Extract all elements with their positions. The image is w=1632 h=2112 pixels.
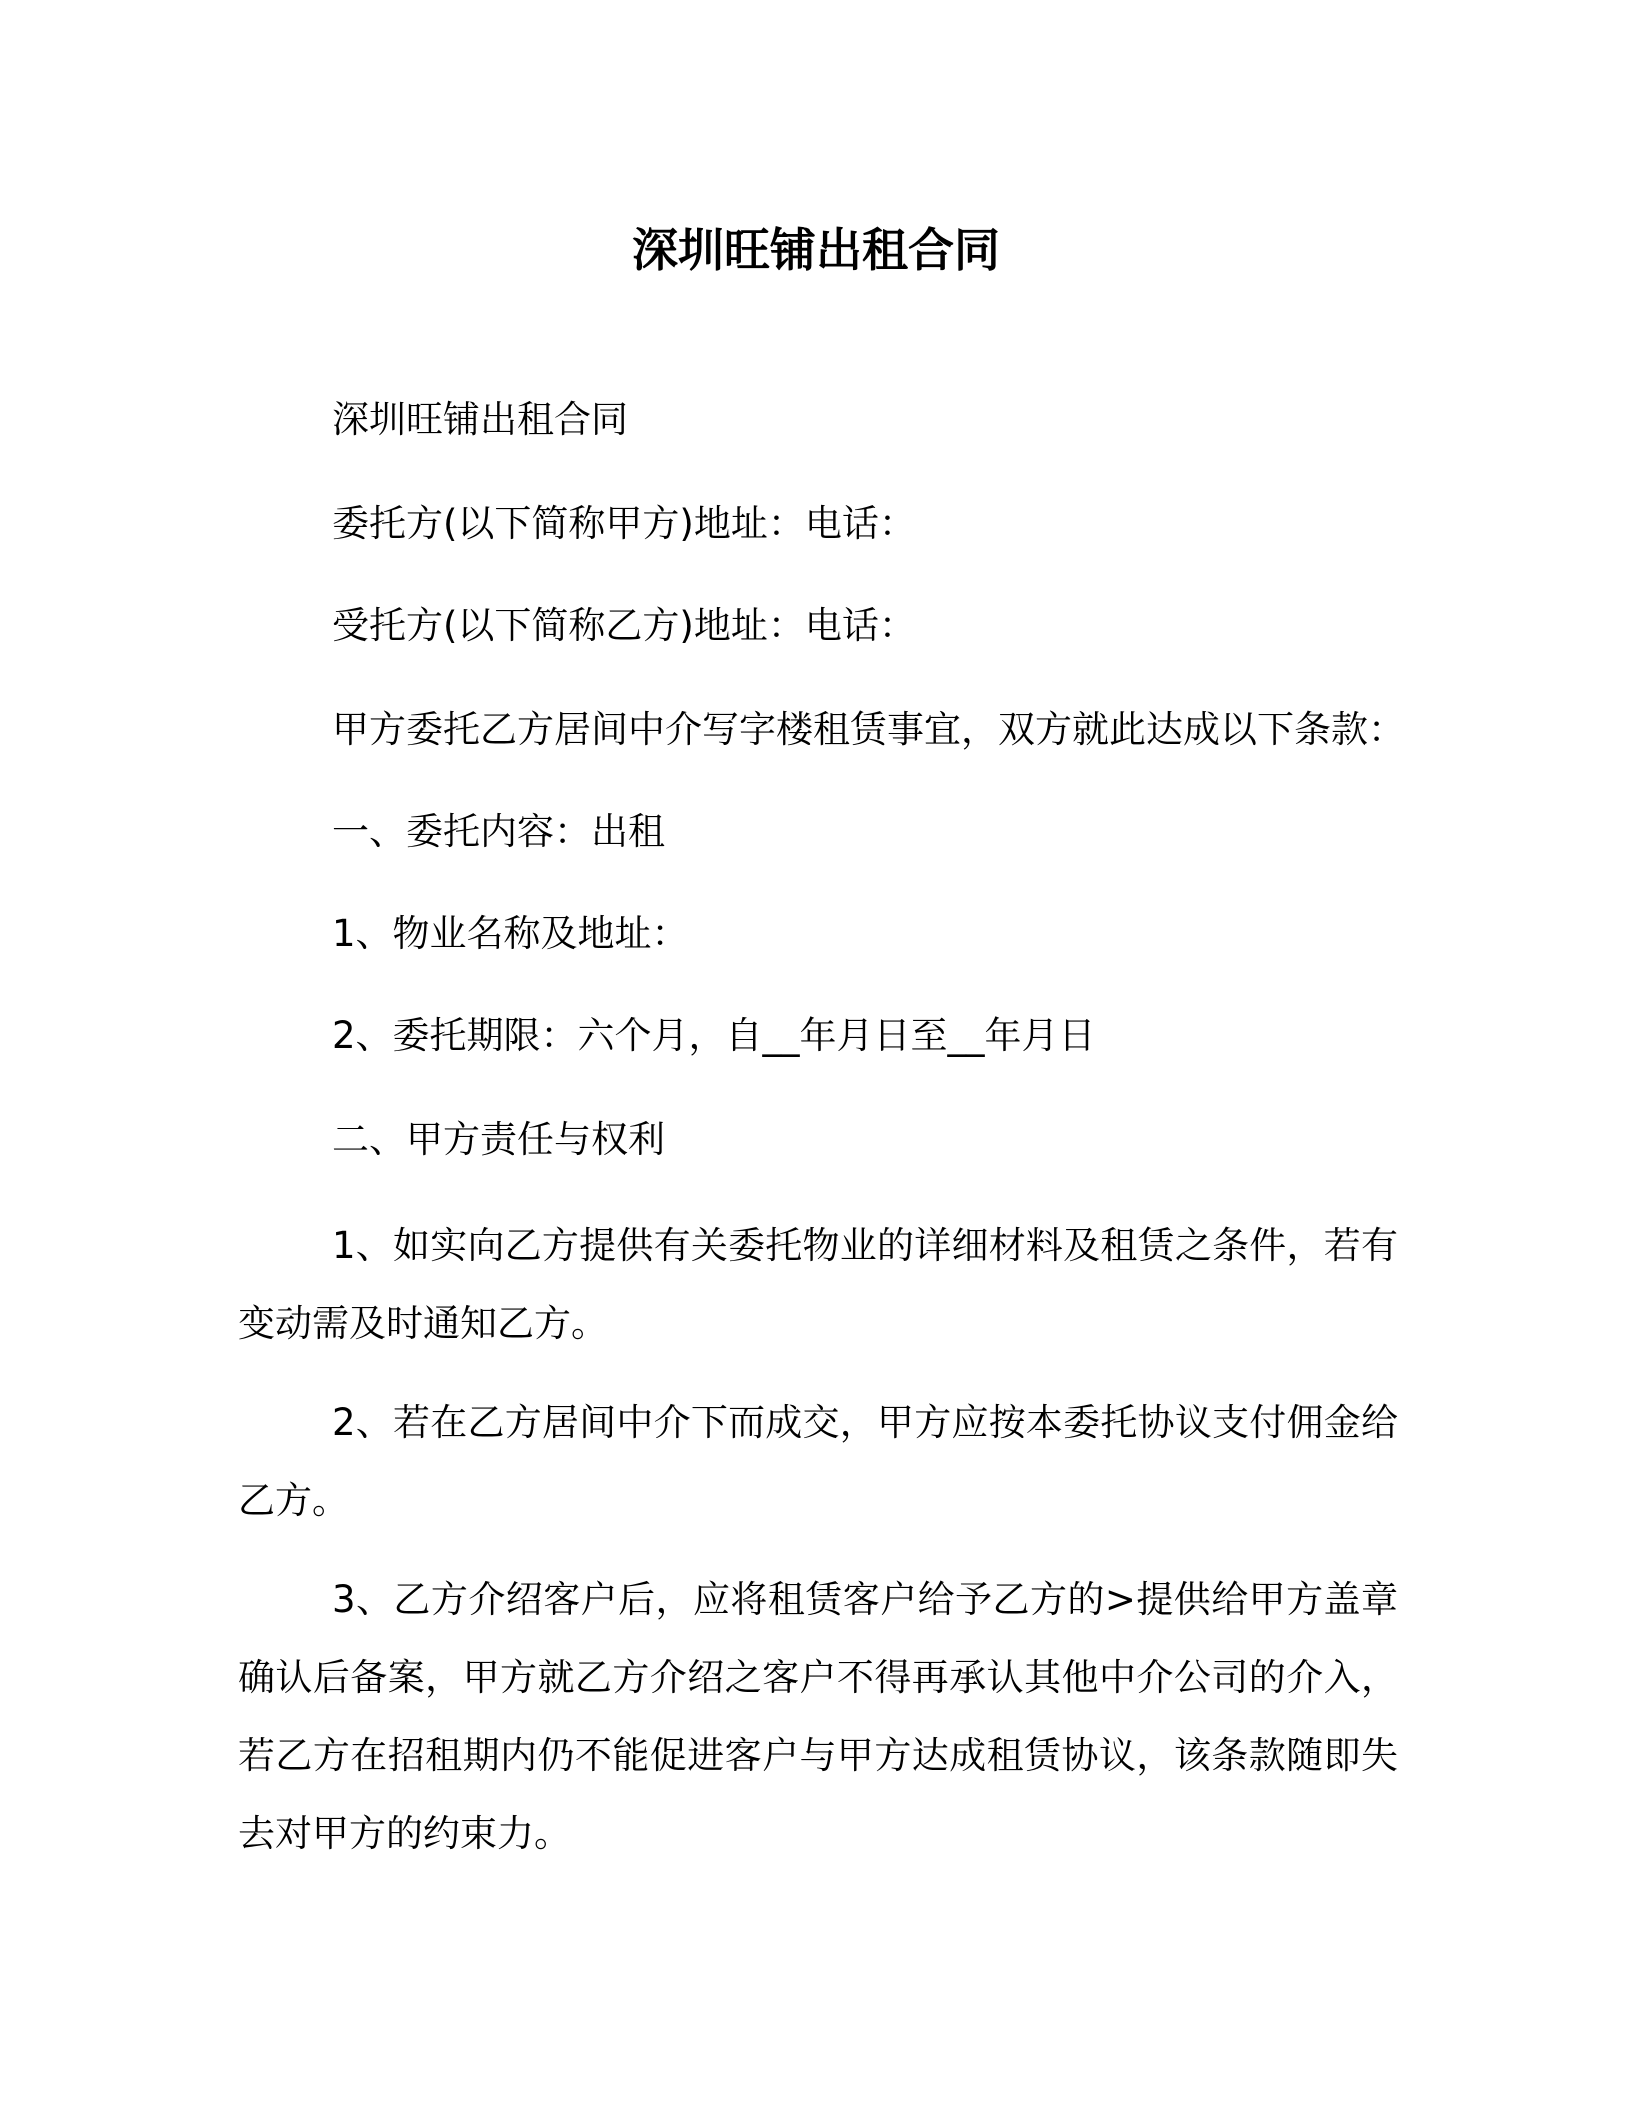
section2-item1: 1、如实向乙方提供有关委托物业的详细材料及租赁之条件，若有变动需及时通知乙方。 xyxy=(238,1224,1398,1345)
section1-item2: 2、委托期限：六个月，自__年月日至__年月日 xyxy=(332,1014,1096,1057)
section2-item2: 2、若在乙方居间中介下而成交，甲方应按本委托协议支付佣金给乙方。 xyxy=(238,1401,1398,1522)
section2-heading: 二、甲方责任与权利 xyxy=(332,1118,665,1161)
section2-item3: 3、乙方介绍客户后，应将租赁客户给予乙方的>提供给甲方盖章确认后备案，甲方就乙方介绍之客户不得再承认其他中介公司的介入，若乙方在招租期内仍不能促进客户与甲方达成租赁协议，该条款随即失去对甲方的约束力。 xyxy=(238,1578,1398,1855)
section1-heading: 一、委托内容：出租 xyxy=(332,810,665,853)
document-subtitle: 深圳旺铺出租合同 xyxy=(332,398,628,441)
document-title: 深圳旺铺出租合同 xyxy=(632,223,1000,277)
party-b-line: 受托方(以下简称乙方)地址：电话： xyxy=(332,604,916,647)
section1-item1: 1、物业名称及地址： xyxy=(332,912,689,955)
intro-line: 甲方委托乙方居间中介写字楼租赁事宜，双方就此达成以下条款： xyxy=(332,708,1405,751)
party-a-line: 委托方(以下简称甲方)地址：电话： xyxy=(332,502,916,545)
